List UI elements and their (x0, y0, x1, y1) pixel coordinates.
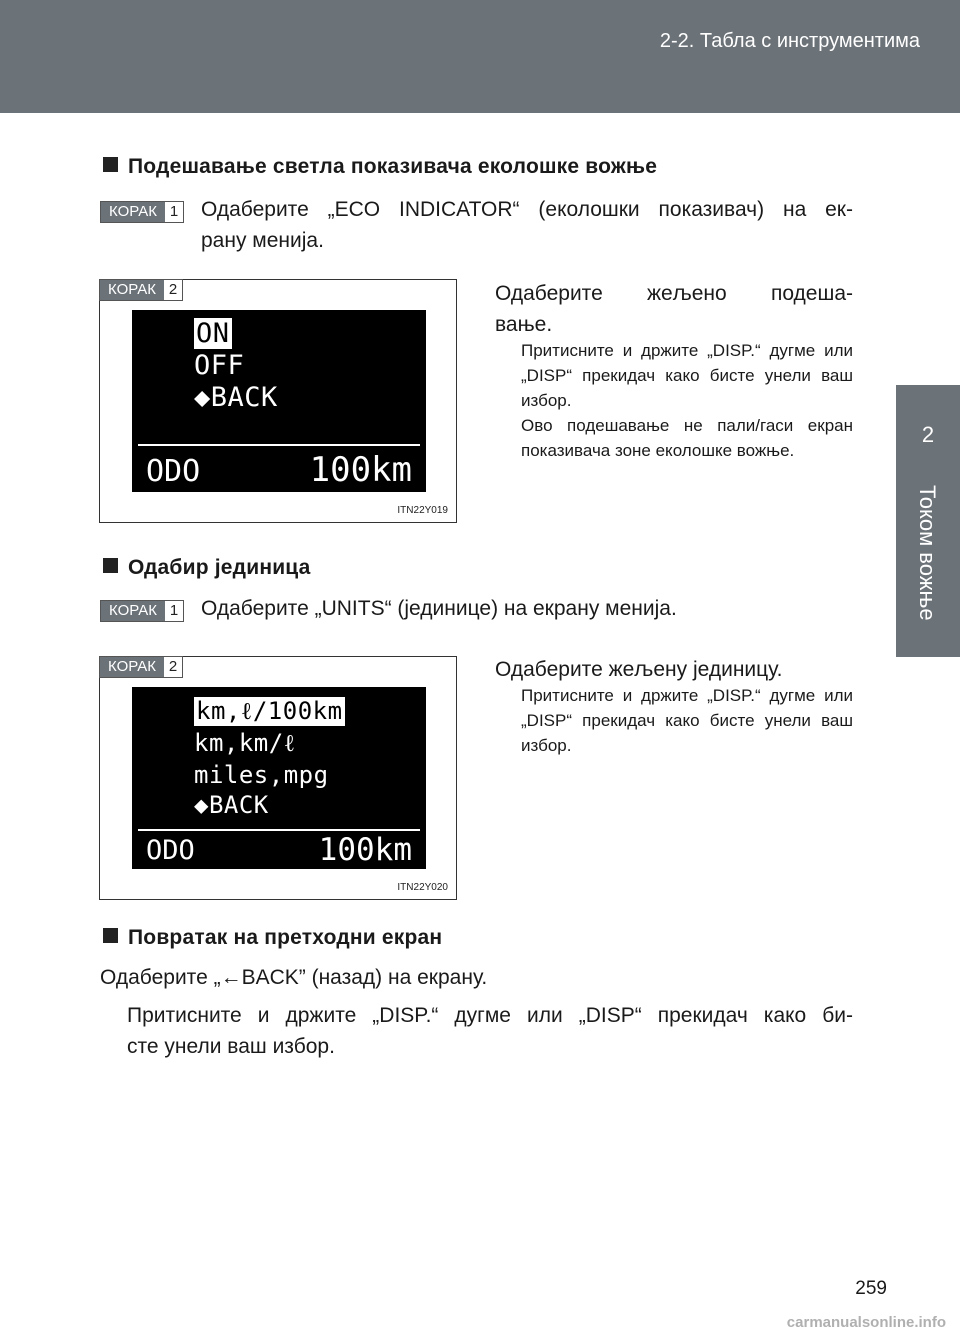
display-screen (132, 310, 426, 492)
step-badge-2: КОРАК 2 (99, 279, 183, 301)
back-text: Одаберите „←BACK” (назад) на екрану. (100, 966, 488, 989)
bullet-square-icon (103, 558, 118, 573)
step2-note2: Ово подешавање не пали/гаси екран показивача зоне еколошке вожње. (521, 416, 853, 460)
page-number: 259 (855, 1278, 887, 1299)
menu-item-back: ◆BACK (194, 382, 278, 413)
units-step1-text: Одаберите „UNITS“ (јединице) на екрану менија. (201, 597, 677, 620)
bullet-square-icon (103, 157, 118, 172)
step1-text: Одаберите „ECO INDICATOR“ (еколошки показивач) на ек- рану менија. (201, 198, 853, 252)
odo-value: 100km (309, 450, 412, 490)
display-screen (132, 687, 426, 869)
menu-item-off: OFF (194, 350, 245, 381)
menu-item-km-l100: km,ℓ/100km (196, 697, 343, 725)
section-heading-eco: Подешавање светла показивача еколошке вожње (103, 155, 657, 179)
display-divider (138, 444, 420, 446)
watermark: carmanualsonline.info (786, 1314, 946, 1331)
step-badge-1: КОРАК 1 (100, 600, 184, 622)
units-step2-note: Притисните и држите „DISP.“ дугме или „DISP“ прекидач како бисте унели ваш избор. (521, 686, 853, 755)
step2-note1: Притисните и држите „DISP.“ дугме или „DISP“ прекидач како бисте унели ваш избор. (521, 341, 853, 410)
figure-code: ITN22Y019 (397, 505, 448, 516)
odo-label: ODO (146, 835, 195, 866)
chapter-number: 2 (921, 422, 935, 447)
chapter-label: Током вожње (915, 485, 940, 621)
menu-item-on: ON (196, 318, 230, 349)
step2-text: Одаберите жељено подеша- вање. (495, 282, 853, 336)
step-badge-2: КОРАК 2 (99, 656, 183, 678)
chapter-side-tab (896, 385, 960, 657)
menu-item-back: ◆BACK (194, 791, 269, 819)
menu-item-miles-mpg: miles,mpg (194, 761, 329, 789)
chapter-title: 2-2. Табла с инструментима (659, 30, 920, 52)
bullet-square-icon (103, 928, 118, 943)
units-step2-text: Одаберите жељену јединицу. (495, 658, 783, 681)
odo-value: 100km (318, 832, 412, 868)
odo-label: ODO (146, 454, 201, 489)
section-heading-back: Повратак на претходни екран (103, 926, 442, 950)
section-heading-units: Одабир јединица (103, 556, 311, 580)
back-note: Притисните и држите „DISP.“ дугме или „DISP“ прекидач како би- сте унели ваш избор. (127, 1004, 853, 1058)
units-figure (99, 656, 457, 900)
step-badge-1: КОРАК 1 (100, 201, 184, 223)
eco-indicator-figure (99, 279, 457, 523)
menu-item-km-kml: km,km/ℓ (194, 729, 296, 757)
page-header (0, 0, 960, 113)
figure-code: ITN22Y020 (397, 882, 448, 893)
display-divider (138, 829, 420, 831)
